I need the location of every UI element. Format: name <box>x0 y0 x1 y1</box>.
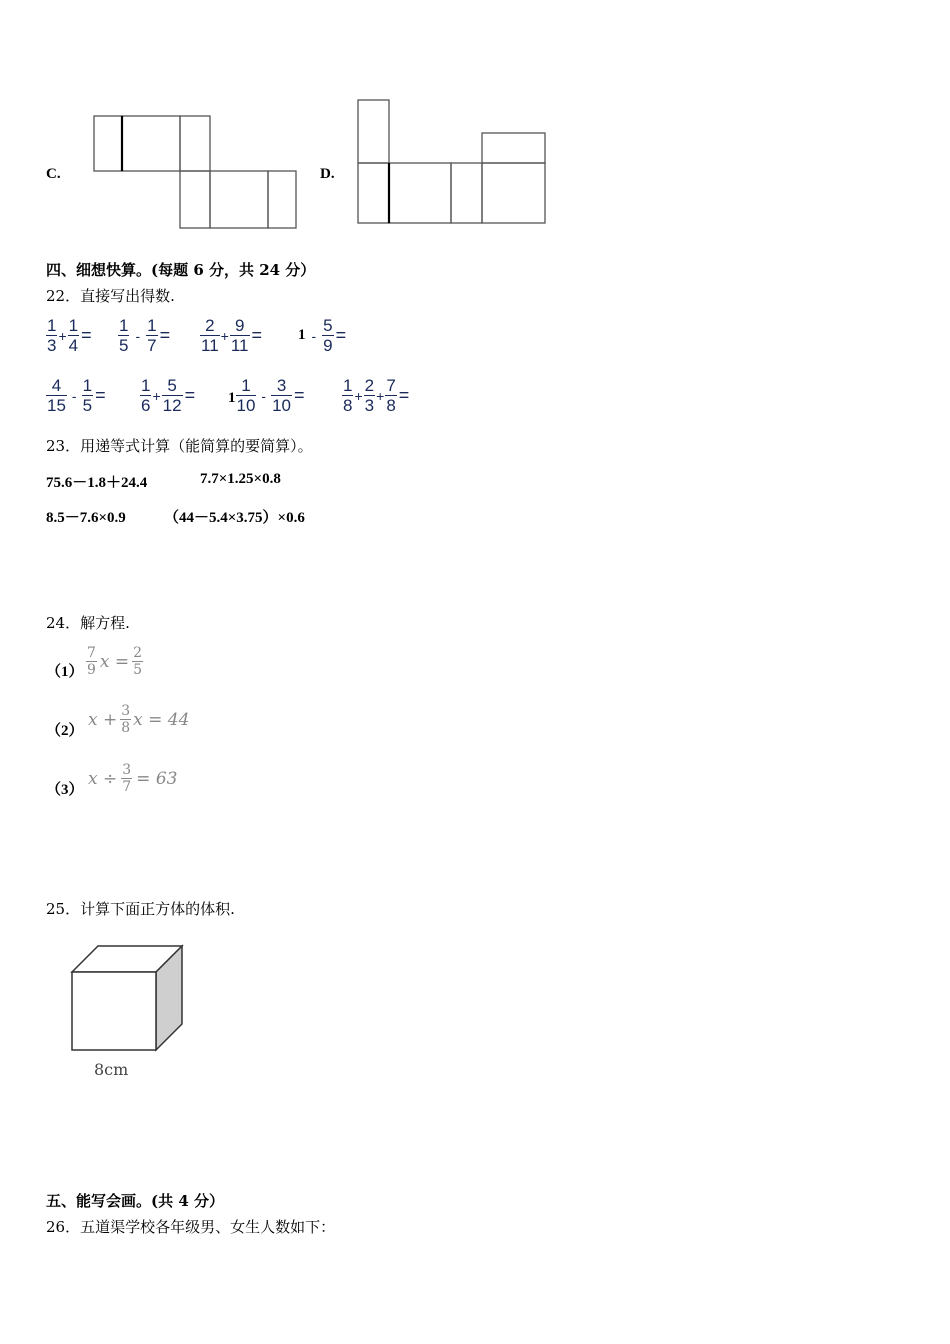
q24-equation-2: x + $\frac{3}{8}$ x = 44 <box>88 703 190 736</box>
section-5-heading: 五、能写会画。(共 4 分） <box>46 1192 224 1210</box>
q24-eq3-label: （3） <box>46 782 84 798</box>
fraction: $\frac{1}{3}$ <box>47 316 57 355</box>
question-23-title: 23．用递等式计算（能简算的要简算）。 <box>46 437 313 455</box>
q22-expression-8: $\frac{1}{8}$ + $\frac{2}{3}$ + $\frac{7}{8}$ = <box>343 376 410 415</box>
q22-expression-2: $\frac{1}{5}$ - $\frac{1}{7}$ = <box>119 316 171 355</box>
question-26-title: 26．五道渠学校各年级男、女生人数如下： <box>46 1218 336 1236</box>
fraction: $\frac{5}{12}$ <box>162 376 182 415</box>
q22-expression-3: $\frac{2}{11}$ + $\frac{9}{11}$ = <box>201 316 263 355</box>
fraction: $\frac{3}{10}$ <box>272 376 292 415</box>
fraction: $\frac{7}{8}$ <box>386 376 396 415</box>
fraction: $\frac{1}{4}$ <box>68 316 79 355</box>
q24-equation-1: $\frac{7}{9}$ x = $\frac{2}{5}$ <box>87 645 143 678</box>
fraction: $\frac{4}{15}$ <box>47 376 66 415</box>
fraction: $\frac{1}{5}$ <box>119 316 129 355</box>
question-25-title: 25．计算下面正方体的体积. <box>46 900 235 918</box>
q22-expression-4: 1 - $\frac{5}{9}$ = <box>298 316 347 355</box>
fraction: $\frac{3}{7}$ <box>122 762 132 795</box>
fraction: $\frac{9}{11}$ <box>230 316 249 355</box>
q24-eq2-label: （2） <box>46 723 84 739</box>
q23-item-1: 75.6－1.8＋24.4 <box>46 475 148 491</box>
q23-item-2: 7.7×1.25×0.8 <box>200 471 281 487</box>
fraction: $\frac{7}{9}$ <box>87 645 96 678</box>
q22-expression-5: $\frac{4}{15}$ - $\frac{1}{5}$ = <box>47 376 106 415</box>
fraction: $\frac{1}{8}$ <box>343 376 353 415</box>
q24-eq1-label: （1） <box>46 664 84 680</box>
question-24-title: 24．解方程. <box>46 614 130 632</box>
cube-figure <box>68 944 186 1054</box>
q23-item-3: 8.5－7.6×0.9 <box>46 510 126 526</box>
cube-edge-label: 8cm <box>94 1060 129 1079</box>
q22-expression-7: 1 $\frac{1}{10}$ - $\frac{3}{10}$ = <box>228 376 305 415</box>
fraction: $\frac{1}{5}$ <box>82 376 93 415</box>
option-c-net-figure <box>92 114 300 232</box>
fraction: $\frac{2}{5}$ <box>133 645 143 678</box>
section-4-heading: 四、细想快算。(每题 6 分，共 24 分） <box>46 261 316 279</box>
question-22-title: 22．直接写出得数. <box>46 287 175 305</box>
q23-item-4: （44－5.4×3.75）×0.6 <box>164 510 305 526</box>
option-d-label: D. <box>320 166 335 182</box>
fraction: $\frac{2}{11}$ <box>201 316 219 355</box>
fraction: $\frac{1}{6}$ <box>141 376 151 415</box>
option-d-net-figure <box>356 98 549 226</box>
fraction: $\frac{5}{9}$ <box>323 316 333 355</box>
q22-expression-1: $\frac{1}{3}$ + $\frac{1}{4}$ = <box>47 316 92 355</box>
q22-expression-6: $\frac{1}{6}$ + $\frac{5}{12}$ = <box>141 376 196 415</box>
option-c-label: C. <box>46 166 61 182</box>
q24-equation-3: x ÷ $\frac{3}{7}$ = 63 <box>88 762 178 795</box>
fraction: $\frac{1}{7}$ <box>147 316 157 355</box>
fraction: $\frac{1}{10}$ <box>236 376 256 415</box>
fraction: $\frac{2}{3}$ <box>364 376 375 415</box>
fraction: $\frac{3}{8}$ <box>121 703 131 736</box>
